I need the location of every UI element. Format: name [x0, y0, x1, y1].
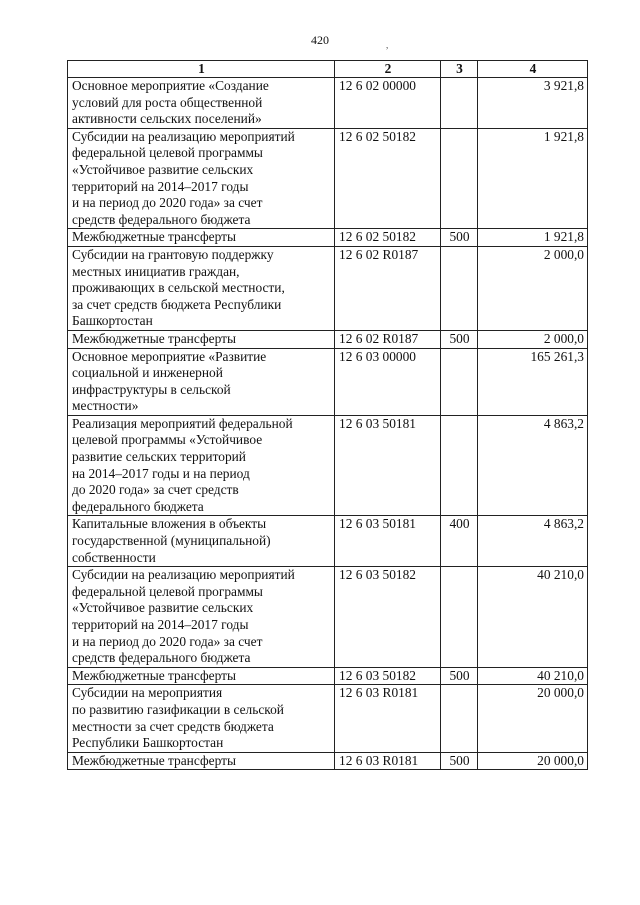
row-expense-type — [441, 348, 478, 415]
table-row — [68, 78, 588, 129]
header-col-1: 1 — [68, 61, 335, 78]
row-name-line: Субсидии на реализацию мероприятий — [72, 567, 295, 583]
row-name-line: Межбюджетные трансферты — [72, 667, 236, 683]
row-amount: 1 921,8 — [478, 229, 588, 247]
row-name — [68, 78, 335, 129]
row-name-line: Реализация мероприятий федеральной — [72, 415, 293, 431]
row-name-line: средств федерального бюджета — [72, 650, 251, 666]
row-name-line: развитие сельских территорий — [72, 449, 246, 465]
row-name-line: Субсидии на грантовую поддержку — [72, 246, 274, 262]
row-code: 12 6 02 50182 — [335, 128, 441, 229]
row-expense-type — [441, 128, 478, 229]
row-code: 12 6 03 50181 — [335, 516, 441, 567]
row-expense-type: 500 — [441, 752, 478, 770]
row-code: 12 6 03 50182 — [335, 567, 441, 668]
row-expense-type — [441, 415, 478, 516]
row-name-line: социальной и инженерной — [72, 365, 223, 381]
table-row — [68, 685, 588, 752]
table-row — [68, 516, 588, 567]
row-name-line: Основное мероприятие «Развитие — [72, 348, 267, 364]
row-name-line: Межбюджетные трансферты — [72, 330, 236, 346]
row-amount: 3 921,8 — [478, 78, 588, 129]
row-expense-type — [441, 78, 478, 129]
row-expense-type: 500 — [441, 667, 478, 685]
row-name-line: активности сельских поселений» — [72, 111, 262, 127]
header-col-4: 4 — [478, 61, 588, 78]
row-expense-type — [441, 246, 478, 330]
table-body — [68, 78, 588, 770]
table-row — [68, 229, 588, 247]
row-amount: 2 000,0 — [478, 246, 588, 330]
table-row — [68, 415, 588, 516]
row-name-line: инфраструктуры в сельской — [72, 381, 231, 397]
budget-table — [67, 60, 588, 770]
row-name-line: по развитию газификации в сельской — [72, 701, 284, 717]
row-expense-type: 500 — [441, 229, 478, 247]
row-expense-type — [441, 567, 478, 668]
row-code: 12 6 03 50181 — [335, 415, 441, 516]
row-name — [68, 667, 335, 685]
row-code: 12 6 02 R0187 — [335, 246, 441, 330]
row-name-line: местности» — [72, 398, 139, 414]
row-amount: 20 000,0 — [478, 752, 588, 770]
row-name-line: Субсидии на реализацию мероприятий — [72, 128, 295, 144]
row-name-line: «Устойчивое развитие сельских — [72, 161, 254, 177]
page-number: 420 — [311, 33, 329, 47]
row-name — [68, 415, 335, 516]
row-name-line: федеральной целевой программы — [72, 145, 263, 161]
header-row — [68, 61, 588, 78]
row-expense-type: 500 — [441, 330, 478, 348]
table-row — [68, 246, 588, 330]
table-row — [68, 667, 588, 685]
row-name-line: территорий на 2014–2017 годы — [72, 178, 249, 194]
row-code: 12 6 03 R0181 — [335, 752, 441, 770]
row-name-line: федерального бюджета — [72, 498, 204, 514]
row-name-line: «Устойчивое развитие сельских — [72, 600, 254, 616]
row-name-line: средств федерального бюджета — [72, 211, 251, 227]
row-name-line: Капитальные вложения в объекты — [72, 516, 267, 532]
row-name — [68, 229, 335, 247]
row-amount: 4 863,2 — [478, 415, 588, 516]
row-amount: 165 261,3 — [478, 348, 588, 415]
row-name-line: на 2014–2017 годы и на период — [72, 465, 250, 481]
row-name-line: территорий на 2014–2017 годы — [72, 617, 249, 632]
table-row — [68, 330, 588, 348]
table-row — [68, 128, 588, 229]
row-amount: 2 000,0 — [478, 330, 588, 348]
row-amount: 40 210,0 — [478, 667, 588, 685]
row-name-line: государственной (муниципальной) — [72, 533, 271, 549]
row-name-line: федеральной целевой программы — [72, 583, 263, 599]
row-code: 12 6 03 R0181 — [335, 685, 441, 752]
row-name-line: собственности — [72, 549, 156, 565]
row-code: 12 6 02 00000 — [335, 78, 441, 129]
row-name-line: Основное мероприятие «Создание — [72, 78, 269, 93]
row-amount: 4 863,2 — [478, 516, 588, 567]
row-name-line: целевой программы «Устойчивое — [72, 432, 263, 448]
row-name — [68, 330, 335, 348]
header-col-2: 2 — [335, 61, 441, 78]
row-name-line: Межбюджетные трансферты — [72, 752, 236, 768]
row-name-line: Межбюджетные трансферты — [72, 229, 236, 245]
row-expense-type — [441, 685, 478, 752]
row-name — [68, 348, 335, 415]
table-row — [68, 752, 588, 770]
row-name — [68, 752, 335, 770]
row-name-line: и на период до 2020 года» за счет — [72, 633, 263, 649]
row-name — [68, 246, 335, 330]
row-name-line: Башкортостан — [72, 313, 153, 329]
row-amount: 1 921,8 — [478, 128, 588, 229]
row-code: 12 6 03 00000 — [335, 348, 441, 415]
row-code: 12 6 02 R0187 — [335, 330, 441, 348]
row-code: 12 6 02 50182 — [335, 229, 441, 247]
row-name-line: до 2020 года» за счет средств — [72, 482, 239, 498]
row-name-line: проживающих в сельской местности, — [72, 280, 285, 296]
row-name — [68, 516, 335, 567]
table-row — [68, 348, 588, 415]
row-name-line: за счет средств бюджета Республики — [72, 296, 282, 312]
row-name-line: местности за счет средств бюджета — [72, 718, 274, 734]
row-name — [68, 128, 335, 229]
scan-mark: , — [386, 40, 389, 50]
row-name — [68, 567, 335, 668]
row-name-line: условий для роста общественной — [72, 94, 263, 110]
row-code: 12 6 03 50182 — [335, 667, 441, 685]
row-amount: 20 000,0 — [478, 685, 588, 752]
row-name-line: Республики Башкортостан — [72, 735, 224, 751]
row-name — [68, 685, 335, 752]
row-name-line: Субсидии на мероприятия — [72, 685, 223, 701]
table-row — [68, 567, 588, 668]
row-name-line: и на период до 2020 года» за счет — [72, 195, 263, 211]
row-name-line: местных инициатив граждан, — [72, 263, 240, 279]
row-amount: 40 210,0 — [478, 567, 588, 668]
row-expense-type: 400 — [441, 516, 478, 567]
header-col-3: 3 — [441, 61, 478, 78]
